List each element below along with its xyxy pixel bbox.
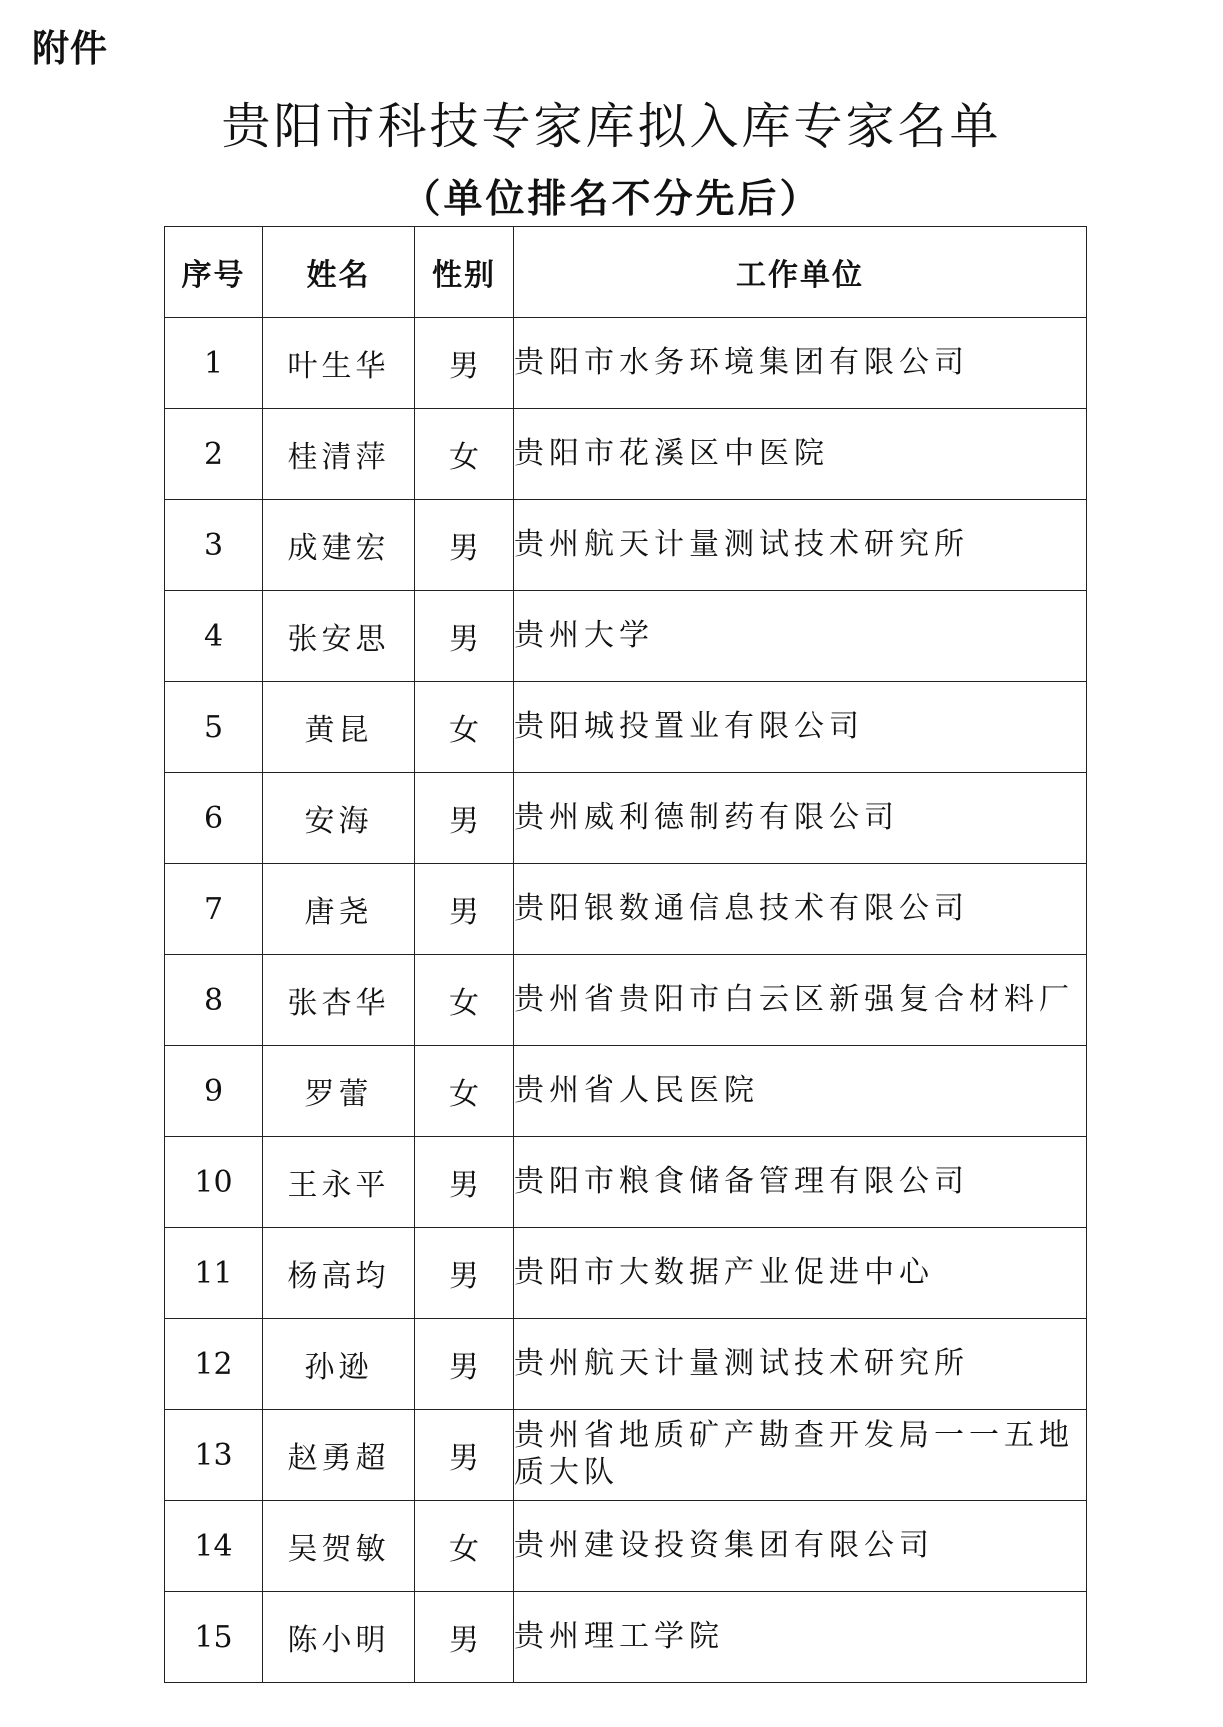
table-row [165, 1319, 1087, 1410]
table-row [165, 1501, 1087, 1592]
cell-name: 杨高均 [263, 1228, 415, 1319]
cell-unit: 贵阳市大数据产业促进中心 [514, 1228, 1087, 1319]
cell-name: 孙逊 [263, 1319, 415, 1410]
cell-number: 8 [165, 955, 263, 1046]
cell-gender: 男 [415, 500, 514, 591]
page-title: 贵阳市科技专家库拟入库专家名单 [221, 98, 1002, 155]
table-row [165, 500, 1087, 591]
cell-gender: 男 [415, 864, 514, 955]
cell-number: 9 [165, 1046, 263, 1137]
cell-name: 王永平 [263, 1137, 415, 1228]
cell-gender: 男 [415, 318, 514, 409]
cell-number: 2 [165, 409, 263, 500]
cell-number: 5 [165, 682, 263, 773]
table-row [165, 864, 1087, 955]
cell-number: 12 [165, 1319, 263, 1410]
cell-unit: 贵州航天计量测试技术研究所 [514, 1319, 1087, 1410]
cell-number: 15 [165, 1592, 263, 1683]
cell-gender: 男 [415, 773, 514, 864]
table-row [165, 1228, 1087, 1319]
cell-number: 14 [165, 1501, 263, 1592]
cell-gender: 男 [415, 1319, 514, 1410]
table-row [165, 591, 1087, 682]
cell-unit: 贵阳市水务环境集团有限公司 [514, 318, 1087, 409]
cell-name: 安海 [263, 773, 415, 864]
cell-unit: 贵州建设投资集团有限公司 [514, 1501, 1087, 1592]
table-row [165, 1410, 1087, 1501]
cell-number: 6 [165, 773, 263, 864]
table-row [165, 1046, 1087, 1137]
cell-gender: 女 [415, 955, 514, 1046]
cell-name: 陈小明 [263, 1592, 415, 1683]
cell-unit: 贵州省地质矿产勘查开发局一一五地质大队 [514, 1410, 1087, 1501]
cell-name: 黄昆 [263, 682, 415, 773]
cell-number: 11 [165, 1228, 263, 1319]
cell-unit: 贵阳市花溪区中医院 [514, 409, 1087, 500]
table-row [165, 1137, 1087, 1228]
cell-gender: 女 [415, 1046, 514, 1137]
cell-name: 张杏华 [263, 955, 415, 1046]
expert-table [164, 226, 1087, 1683]
cell-unit: 贵阳市粮食储备管理有限公司 [514, 1137, 1087, 1228]
cell-gender: 男 [415, 1228, 514, 1319]
cell-gender: 女 [415, 1501, 514, 1592]
cell-number: 3 [165, 500, 263, 591]
table-body [165, 318, 1087, 1683]
column-header-gender: 性别 [415, 227, 514, 318]
cell-gender: 男 [415, 1410, 514, 1501]
table-row [165, 409, 1087, 500]
cell-unit: 贵阳银数通信息技术有限公司 [514, 864, 1087, 955]
table-row [165, 1592, 1087, 1683]
cell-name: 罗蕾 [263, 1046, 415, 1137]
cell-unit: 贵州威利德制药有限公司 [514, 773, 1087, 864]
table-row [165, 955, 1087, 1046]
cell-name: 张安思 [263, 591, 415, 682]
table-row [165, 773, 1087, 864]
cell-unit: 贵州省贵阳市白云区新强复合材料厂 [514, 955, 1087, 1046]
cell-name: 桂清萍 [263, 409, 415, 500]
cell-name: 叶生华 [263, 318, 415, 409]
cell-name: 吴贺敏 [263, 1501, 415, 1592]
cell-name: 唐尧 [263, 864, 415, 955]
cell-number: 1 [165, 318, 263, 409]
cell-unit: 贵州理工学院 [514, 1592, 1087, 1683]
cell-gender: 男 [415, 1137, 514, 1228]
page-subtitle: （单位排名不分先后） [401, 176, 822, 222]
column-header-no: 序号 [165, 227, 263, 318]
table-row [165, 318, 1087, 409]
cell-gender: 女 [415, 409, 514, 500]
column-header-unit: 工作单位 [514, 227, 1087, 318]
cell-number: 4 [165, 591, 263, 682]
attachment-label: 附件 [32, 27, 108, 70]
cell-gender: 男 [415, 591, 514, 682]
cell-name: 赵勇超 [263, 1410, 415, 1501]
cell-gender: 女 [415, 682, 514, 773]
column-header-name: 姓名 [263, 227, 415, 318]
cell-name: 成建宏 [263, 500, 415, 591]
cell-unit: 贵阳城投置业有限公司 [514, 682, 1087, 773]
cell-unit: 贵州省人民医院 [514, 1046, 1087, 1137]
cell-number: 10 [165, 1137, 263, 1228]
cell-unit: 贵州航天计量测试技术研究所 [514, 500, 1087, 591]
cell-unit: 贵州大学 [514, 591, 1087, 682]
cell-number: 7 [165, 864, 263, 955]
table-row [165, 682, 1087, 773]
cell-number: 13 [165, 1410, 263, 1501]
cell-gender: 男 [415, 1592, 514, 1683]
table-header-row [165, 227, 1087, 318]
